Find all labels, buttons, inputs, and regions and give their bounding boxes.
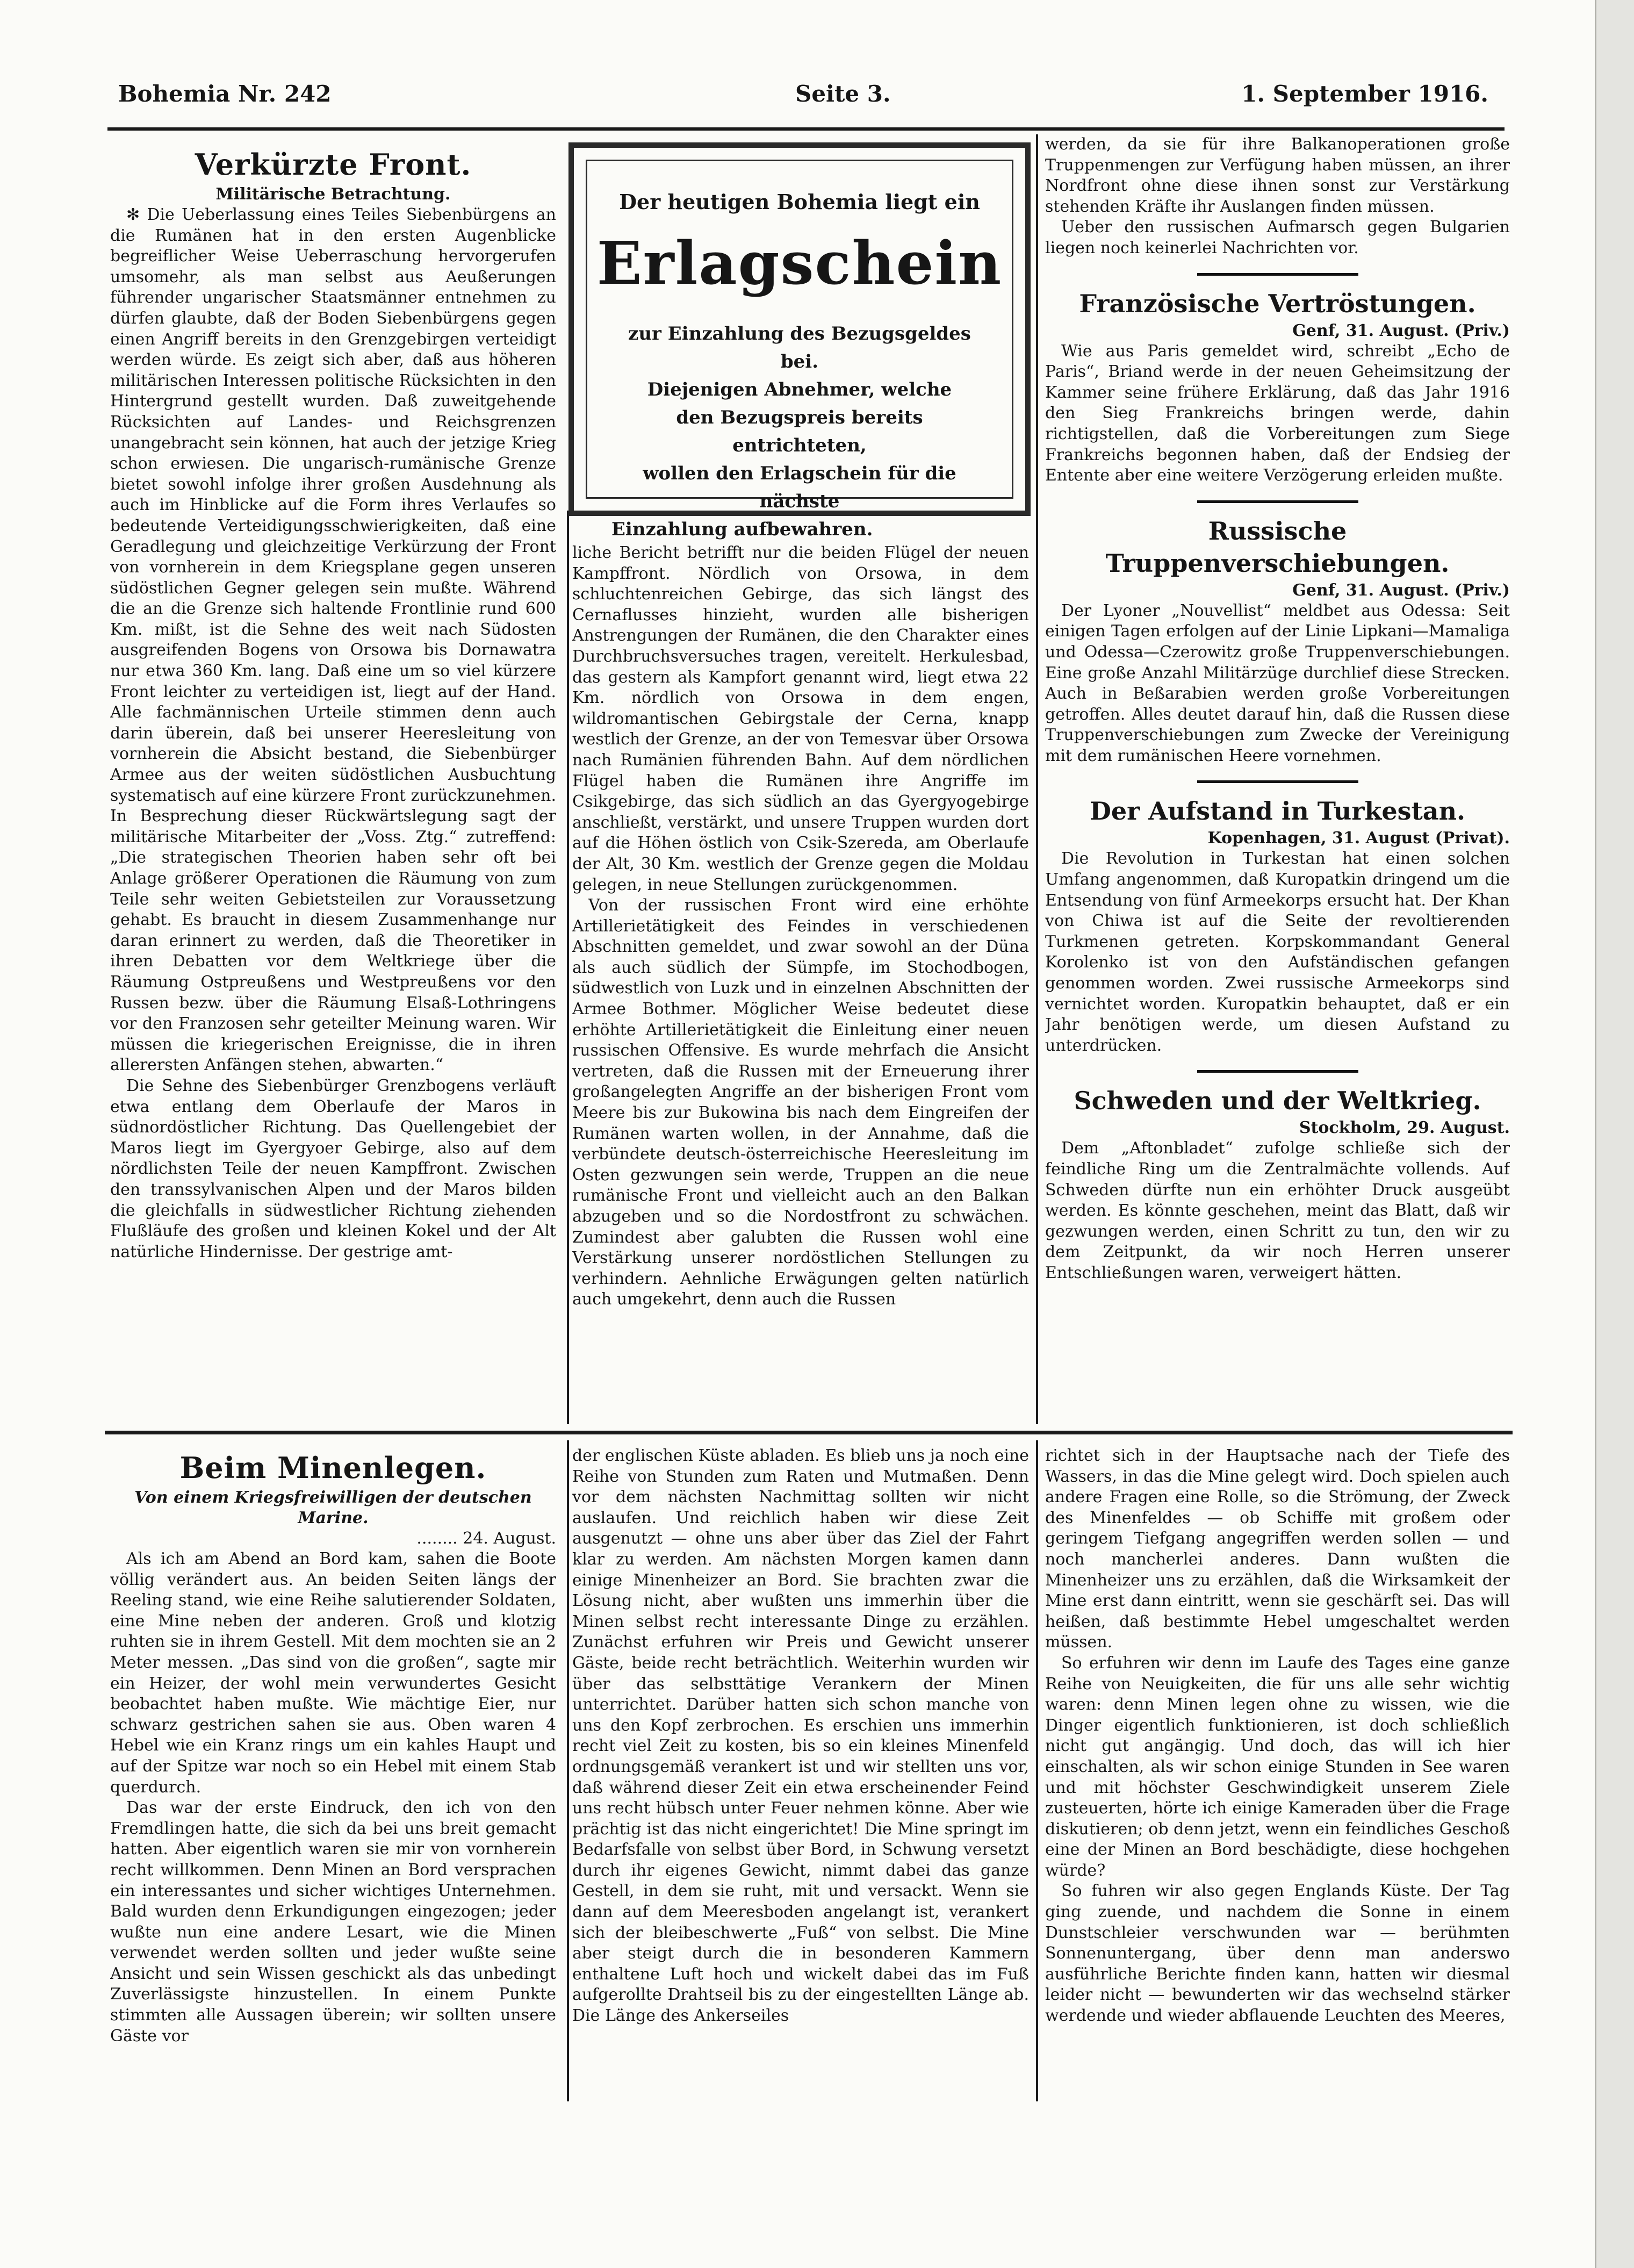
schweden-text: Dem „Aftonbladet“ zufolge schließe sich der feindliche Ring um die Zentralmächte vollends. Auf Schweden dürfte nun ein erhöhter Druck ausgeübt werden. Es könnte geschehen, meint das Blatt, daß wir gezwungen werden, einen Schritt zu tun, den wir zu dem Zeitpunkt, da wir noch Herren unserer Entschließungen waren, verweigert hätten. (1045, 1139, 1510, 1282)
article-separator (1197, 1070, 1358, 1073)
minen-article-title: Beim Minenlegen. (179, 1451, 487, 1485)
minen-paragraph: Als ich am Abend an Bord kam, sahen die Boote völlig verändert aus. An beiden Seiten längs der Reeling stand, wie eine Reihe salutierender Soldaten, eine Mine neben der anderen. Groß und klotzig ruhten sie in ihrem Gestell. Mit dem mochten sie an 2 Meter messen. „Das sind von die großen“, sagte mir ein Heizer, der wohl mein verwundertes Gesicht beobachtet haben mußte. Wie mächtige Eier, nur schwarz gestrichen sahen sie aus. Oben waren 4 Hebel wie ein Kranz rings um ein kahles Haupt und auf der Spitze war noch so ein Hebel mit einem Stab querdurch. (110, 1549, 556, 1797)
column-1-bottom (110, 1446, 556, 2107)
minen-paragraph: der englischen Küste abladen. Es blieb uns ja noch eine Reihe von Stunden zum Raten und Mutmaßen. Denn vor dem nächsten Nachmittag sollten wir nicht auslaufen. Und reichlich haben wir diese Zeit ausgenutzt — ohne uns aber über das Ziel der Fahrt klar zu werden. Am nächsten Morgen kamen dann einige Minenheizer an Bord. Sie brachten zwar die Lösung nicht, aber wußten uns immerhin über die Minen selbst recht interessante Dinge zu erzählen. Zunächst erfuhren wir Preis und Gewicht unserer Gäste, beide recht beträchtlich. Weiterhin wurden wir über das selbsttätige Verankern der Minen unterrichtet. Darüber hatten sich schon manche von uns den Kopf zerbrochen. Es erschien uns immerhin recht viel Zeit zu kosten, bis so ein kleines Minenfeld ordnungsgemäß verankert ist und wir stellten uns vor, daß während dieser Zeit ein etwa erscheinender Feind uns recht hübsch unter Feuer nehmen könne. Aber wie prächtig ist das nicht eingerichtet! Die Mine springt im Bedarfsfalle von selbst über Bord, in Schwung versetzt durch ihr eigenes Gewicht, nimmt dabei das ganze Gestell, in dem sie ruht, mit und versackt. Wenn sie dann auf dem Meeresboden angelangt ist, verankert sich der bleibeschwerte „Fuß“ von selbst. Die Mine aber steigt durch die in besonderen Kammern enthaltene Luft hoch und wickelt dabei das im Fuß aufgerollte Drahtseil bis zu der eingestellten Länge ab. Die Länge des Ankerseiles (572, 1446, 1029, 2026)
issue-date: 1. September 1916. (1241, 81, 1488, 107)
schweden-dateline: Stockholm, 29. August. (1299, 1118, 1510, 1138)
page-number: Seite 3. (795, 81, 891, 107)
notice-line: wollen den Erlagschein für die nächste (643, 463, 956, 512)
turkestan-dateline: Kopenhagen, 31. August (Privat). (1207, 829, 1510, 848)
minen-dateline: ........ 24. August. (416, 1529, 556, 1548)
page-edge-shadow (1595, 0, 1634, 2268)
page-header (118, 81, 1505, 129)
front-article-title: Verkürzte Front. (195, 147, 472, 182)
notice-line: Einzahlung aufbewahren. (611, 519, 873, 540)
column-divider-1b (567, 1440, 569, 2101)
notice-text (611, 320, 988, 543)
column-3-bottom (1045, 1446, 1510, 2107)
vertroestungen-text: Wie aus Paris gemeldet wird, schreibt „Echo de Paris“, Briand werde in der neuen Geheimsitzung der Kammer seine frühere Erklärung, daß das Jahr 1916 den Sieg Frankreichs bringen werde, dahin richtigstellen, daß die Vorbereitungen zum Siege Frankreichs begonnen haben, daß der Endsieg der Entente aber eine weitere Verzögerung erleiden mußte. (1045, 341, 1510, 485)
truppen-text: Der Lyoner „Nouvellist“ meldbet aus Odessa: Seit einigen Tagen erfolgen auf der Linie Lipkani—Mamaliga und Odessa—Czerowitz große Truppenverschiebungen. Eine große Anzahl Militärzüge durchlief diese Strecken. Auch in Beßarabien werden große Vorbereitungen getroffen. Alles deutet darauf hin, daß die Russen diese Truppenverschiebungen zum Zwecke der Vereinigung mit dem rumänischen Heere vornehmen. (1045, 601, 1510, 765)
front-paragraph: Ueber den russischen Aufmarsch gegen Bulgarien liegen noch keinerlei Nachrichten vor. (1045, 218, 1510, 257)
front-paragraph: werden, da sie für ihre Balkanoperationen große Truppenmengen zur Verfügung haben müssen, an ihrer Nordfront ohne diese ihnen sonst zur Verstärkung stehenden Kräfte ihr Auslangen finden müssen. (1045, 135, 1510, 216)
front-paragraph: ✻ Die Ueberlassung eines Teiles Siebenbürgens an die Rumänen hat in den ersten Augenblicke begreiflicher Weise Ueberraschung hervorgerufen umsomehr, als man selbst aus Aeußerungen führender ungarischer Staatsmänner entnehmen zu dürfen glaubte, daß der Boden Siebenbürgens gegen einen Angriff bereits in den Grenzgebirgen verteidigt werden würde. Es zeigt sich aber, daß aus höheren militärischen Interessen politische Rücksichten in den Hintergrund gestellt wurden. Daß zuweitgehende Rücksichten auf Landes- und Reichsgrenzen unangebracht sein können, hat auch der jetzige Krieg schon erwiesen. Die ungarisch-rumänische Grenze bietet sowohl infolge ihrer großen Ausdehnung als auch im Hinblicke auf die Form ihres Verlaufes so bedeutende Verteidigungsschwierigkeiten, daß eine Geradlegung und gleichzeitige Verkürzung der Front von vornherein in dem Kriegsplane gegen unseren südöstlichen Gegner gelegen sein mußte. Während die an die Grenze sich haltende Frontlinie rund 600 Km. mißt, ist die Sehne des weit nach Südosten ausgreifenden Bogens von Orsowa bis Dornawatra nur etwa 360 Km. lang. Daß eine um so viel kürzere Front leichter zu verteidigen ist, liegt auf der Hand. Alle fachmännischen Urteile stimmen denn auch darin überein, daß bei unserer Heeresleitung von vornherein die Absicht bestand, die Siebenbürger Armee aus der weiten südöstlichen Ausbuchtung systematisch auf eine kürzere Front zurückzunehmen. In Besprechung dieser Rückwärtslegung sagt der militärische Mitarbeiter der „Voss. Ztg.“ zutreffend: „Die strategischen Theorien haben sehr oft bei Anlage größerer Operationen die Räumung von zum Teile sehr weiten Gebietsteilen zur Voraussetzung gehabt. Es braucht in diesem Zusammenhange nur daran erinnert zu werden, daß die Theoretiker in ihren Debatten vor dem Weltkriege über die Räumung Ostpreußens und Westpreußens vor den Russen bezw. über die Räumung Elsaß-Lothringens vor den Franzosen sehr geteilter Meinung waren. Wir müssen die kriegerischen Ereignisse, die in ihren allerersten Anfängen stehen, abwarten.“ (110, 205, 556, 1075)
column-2-top (572, 543, 1029, 1424)
section-separator (105, 1431, 1513, 1434)
turkestan-title: Der Aufstand in Turkestan. (1089, 796, 1466, 826)
truppen-title: Russische Truppenverschiebungen. (1105, 516, 1450, 578)
article-separator (1197, 273, 1358, 276)
minen-paragraph: richtet sich in der Hauptsache nach der Tiefe des Wassers, in das die Mine gelegt wird. Doch spielen auch andere Fragen eine Rolle, so die Strömung, der Zweck des Minenfeldes — ob Schiffe mit großem oder geringem Tiefgang angegriffen werden sollen — und noch mancherlei anderes. Dann wußten die Minenheizer uns zu erzählen, daß die Wirksamkeit der Mine erst dann eintritt, wenn sie geschärft sei. Das will heißen, daß bestimmte Hebel umgeschaltet werden müssen. (1045, 1446, 1510, 1652)
schweden-title: Schweden und der Weltkrieg. (1074, 1086, 1481, 1116)
notice-intro: Der heutigen Bohemia liegt ein (619, 190, 980, 214)
vertroestungen-dateline: Genf, 31. August. (Priv.) (1292, 321, 1510, 340)
notice-line: zur Einzahlung des Bezugsgeldes bei. (628, 323, 971, 372)
column-2-bottom (572, 1446, 1029, 2107)
column-3-top (1045, 134, 1510, 1424)
notice-line: Diejenigen Abnehmer, welche (647, 379, 952, 400)
issue-number: Bohemia Nr. 242 (118, 81, 332, 107)
minen-paragraph: Das war der erste Eindruck, den ich von den Fremdlingen hatte, die sich da bei uns breit gemacht hatten. Aber eigentlich waren sie mir von vornherein recht willkommen. Denn Minen an Bord versprachen ein interessantes und sicher wichtiges Unternehmen. Bald wurden denn Erkundigungen eingezogen; jeder wußte nun eine andere Lesart, wie die Minen verwendet werden sollten und jeder wußte seine Ansicht und sein Wissen geschickt als das unbedingt Zuverlässigste hinzustellen. In einem Punkte stimmten alle Aussagen überein; wir sollten unsere Gäste vor (110, 1798, 556, 2045)
minen-article-subtitle: Von einem Kriegsfreiwilligen der deutschen Marine. (134, 1488, 532, 1527)
vertroestungen-title: Französische Vertröstungen. (1079, 289, 1476, 318)
front-article-subtitle: Militärische Betrachtung. (215, 185, 451, 204)
article-separator (1197, 500, 1358, 503)
column-divider-2b (1036, 1440, 1038, 2101)
column-divider-1 (567, 511, 569, 1424)
notice-line: den Bezugspreis bereits entrichteten, (676, 407, 923, 456)
column-divider-2 (1036, 134, 1038, 1424)
article-separator (1197, 780, 1358, 783)
column-1-top (110, 142, 556, 1424)
truppen-dateline: Genf, 31. August. (Priv.) (1292, 580, 1510, 600)
notice-title: Erlagschein (596, 228, 1003, 298)
header-rule (107, 127, 1505, 131)
minen-paragraph: So erfuhren wir denn im Laufe des Tages eine ganze Reihe von Neuigkeiten, die für uns alle sehr wichtig waren: denn Minen legen ohne zu wissen, wie die Dinger eigentlich funktionieren, ist doch schließlich nicht gut angängig. Und doch, das will ich hier einschalten, als wir schon einige Stunden in See waren und mit höchster Geschwindigkeit unserem Ziele zusteuerten, hörte ich einige Kameraden über die Frage diskutieren; ob denn jetzt, wenn ein feindliches Geschoß eine der Minen an Bord beschädigte, diese hochgehen würde? (1045, 1653, 1510, 1880)
minen-paragraph: So fuhren wir also gegen Englands Küste. Der Tag ging zuende, und nachdem die Sonne in einem Dunstschleier verschwunden war — berühmten Sonnenuntergang, über denn man anderswo ausführliche Berichte finden kann, hatten wir diesmal leider nicht — bewunderten wir das wechselnd stärker werdende und wieder abflauende Leuchten des Meeres, (1045, 1882, 1510, 2026)
turkestan-text: Die Revolution in Turkestan hat einen solchen Umfang angenommen, daß Kuropatkin dringend um die Entsendung von fünf Armeekorps ersucht hat. Der Khan von Chiwa ist auf die Seite der revoltierenden Turkmenen getreten. Korpskommandant General Korolenko ist von den Aufständischen gefangen genommen worden. Zwei russische Armeekorps sind vernichtet worden. Kuropatkin behauptet, daß er ein Jahr benötigen werde, um diesen Aufstand zu unterdrücken. (1045, 849, 1510, 1055)
front-paragraph: Von der russischen Front wird eine erhöhte Artillerietätigkeit des Feindes in verschiedenen Abschnitten gemeldet, und zwar sowohl an der Düna als auch südlich der Sümpfe, im Stochodbogen, südwestlich von Luzk und in einzelnen Abschnitten der Armee Bothmer. Möglicher Weise bedeutet diese erhöhte Artillerietätigkeit die Einleitung einer neuen russischen Offensive. Es wurde mehrfach die Ansicht vertreten, daß die Russen mit der Erneuerung ihrer großangelegten Angriffe an der bisherigen Front vom Meere bis zur Bukowina bis nach dem Eingreifen der Rumänen warten wollen, in der Annahme, daß die verbündete deutsch-österreichische Heeresleitung im Osten gezwungen sein werde, Truppen an die neue rumänische Front und vielleicht auch an den Balkan abzugeben und so die Nordostfront zu schwächen. Zumindest aber galubten die Russen wohl eine Verstärkung unserer nordöstlichen Stellungen zu verhindern. Aehnliche Erwägungen gelten natürlich auch umgekehrt, denn auch die Russen (572, 896, 1029, 1309)
front-paragraph: liche Bericht betrifft nur die beiden Flügel der neuen Kampffront. Nördlich von Orsowa, in dem schluchtenreichen Gebirge, das sich längst des Cernaflusses hinzieht, wurden alle bisherigen Anstrengungen der Rumänen, die den Charakter eines Durchbruchsversuches tragen, vereitelt. Herkulesbad, das gestern als Kampfort genannt wird, liegt etwa 22 Km. nördlich von Orsowa in dem engen, wildromantischen Gebirgstale der Cerna, knapp westlich der Grenze, an der von Temesvar über Orsowa nach Rumänien führenden Bahn. Auf dem nördlichen Flügel haben die Rumänen ihre Angriffe im Csikgebirge, das sich südlich an das Gyergyogebirge anschließt, verstärkt, und unsere Truppen wurden dort auf die Höhen östlich von Csik-Szereda, am Oberlaufe der Alt, 30 Km. westlich der Grenze gegen die Moldau gelegen, in neue Stellungen zurückgenommen. (572, 543, 1029, 894)
front-paragraph: Die Sehne des Siebenbürger Grenzbogens verläuft etwa entlang dem Oberlaufe der Maros in südnordöstlicher Richtung. Das Quellengebiet der Maros liegt im Gyergyoer Gebirge, also auf dem nördlichsten Teile der neuen Kampffront. Zwischen den transsylvanischen Alpen und der Maros bilden die gleichfalls in südwestlicher Richtung ziehenden Flußläufe des großen und kleinen Kokel und der Alt natürliche Hindernisse. Der gestrige amt- (110, 1076, 556, 1261)
erlagschein-notice (568, 142, 1031, 540)
